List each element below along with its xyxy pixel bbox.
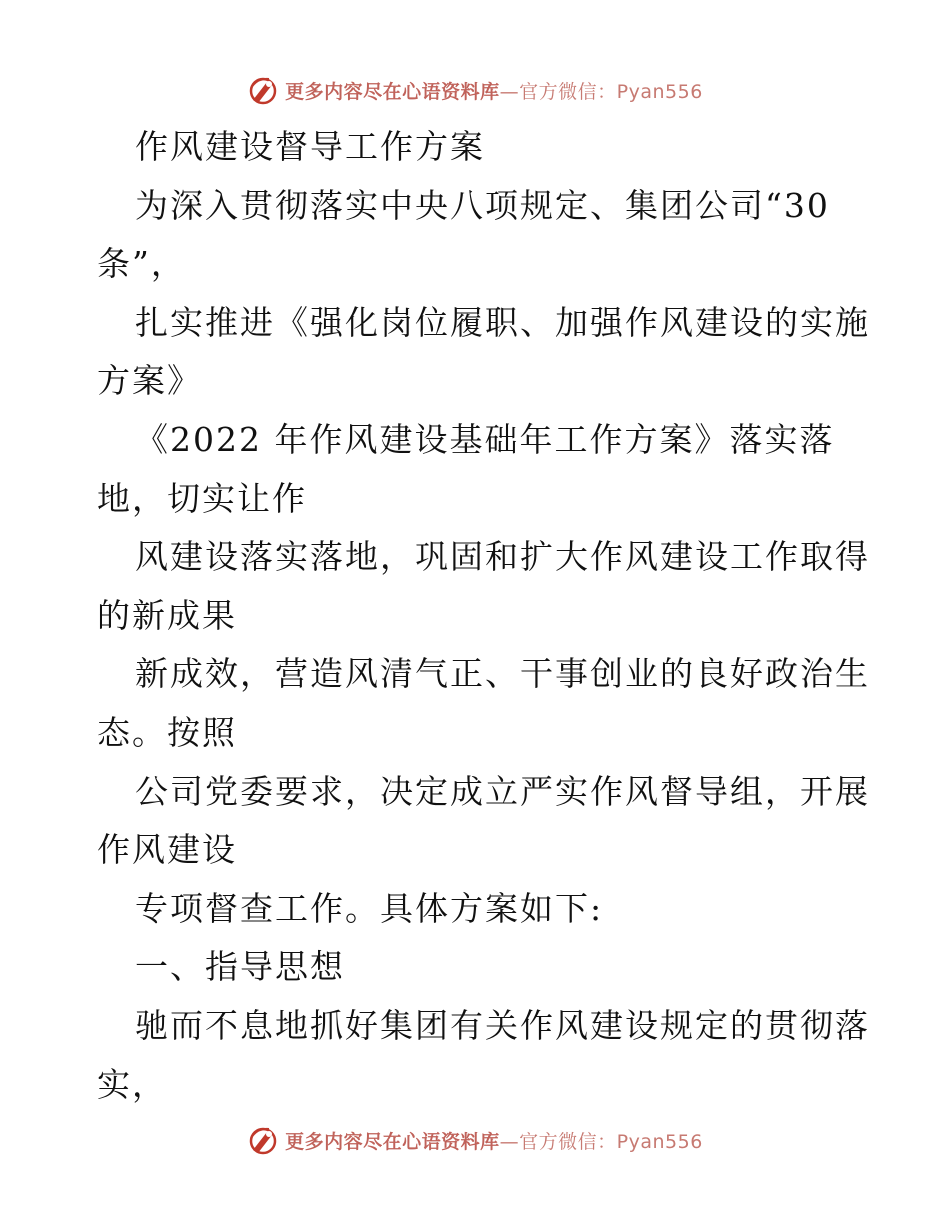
- paragraph-line: 《2022 年作风建设基础年工作方案》落实落: [135, 419, 835, 459]
- pen-nib-logo-icon: [247, 74, 279, 106]
- paragraph-line: 公司党委要求，决定成立严实作风督导组，开展: [135, 771, 870, 811]
- document-body: [97, 118, 870, 1114]
- paragraph-line: 实，: [97, 1064, 167, 1104]
- banner-text-bold: 更多内容尽在心语资料库: [285, 80, 500, 103]
- banner-text: [285, 77, 703, 104]
- banner-text: [285, 1127, 703, 1154]
- paragraph-line: 作风建设: [97, 830, 237, 870]
- paragraph-line: 的新成果: [97, 595, 237, 635]
- section-heading: 一、指导思想: [135, 947, 345, 987]
- paragraph-line: 扎实推进《强化岗位履职、加强作风建设的实施: [135, 302, 870, 342]
- paragraph-line: 风建设落实落地，巩固和扩大作风建设工作取得: [135, 537, 870, 577]
- document-title: 作风建设督导工作方案: [135, 127, 485, 166]
- paragraph-line: 地，切实让作: [97, 478, 307, 518]
- header-banner[interactable]: [0, 72, 950, 108]
- pen-nib-logo-icon: [247, 1124, 279, 1156]
- paragraph-line: 专项督查工作。具体方案如下:: [135, 888, 604, 928]
- banner-text-rest: —官方微信：Pyan556: [499, 1130, 703, 1153]
- banner-text-rest: —官方微信：Pyan556: [499, 80, 703, 103]
- paragraph-line: 驰而不息地抓好集团有关作风建设规定的贯彻落: [135, 1005, 870, 1045]
- paragraph-line: 态。按照: [97, 712, 237, 752]
- paragraph-line: 方案》: [97, 361, 202, 401]
- paragraph-line: 条”，: [97, 244, 186, 284]
- paragraph-line: 为深入贯彻落实中央八项规定、集团公司“30: [135, 185, 830, 225]
- footer-banner[interactable]: [0, 1122, 950, 1158]
- banner-text-bold: 更多内容尽在心语资料库: [285, 1130, 500, 1153]
- paragraph-line: 新成效，营造风清气正、干事创业的良好政治生: [135, 654, 870, 694]
